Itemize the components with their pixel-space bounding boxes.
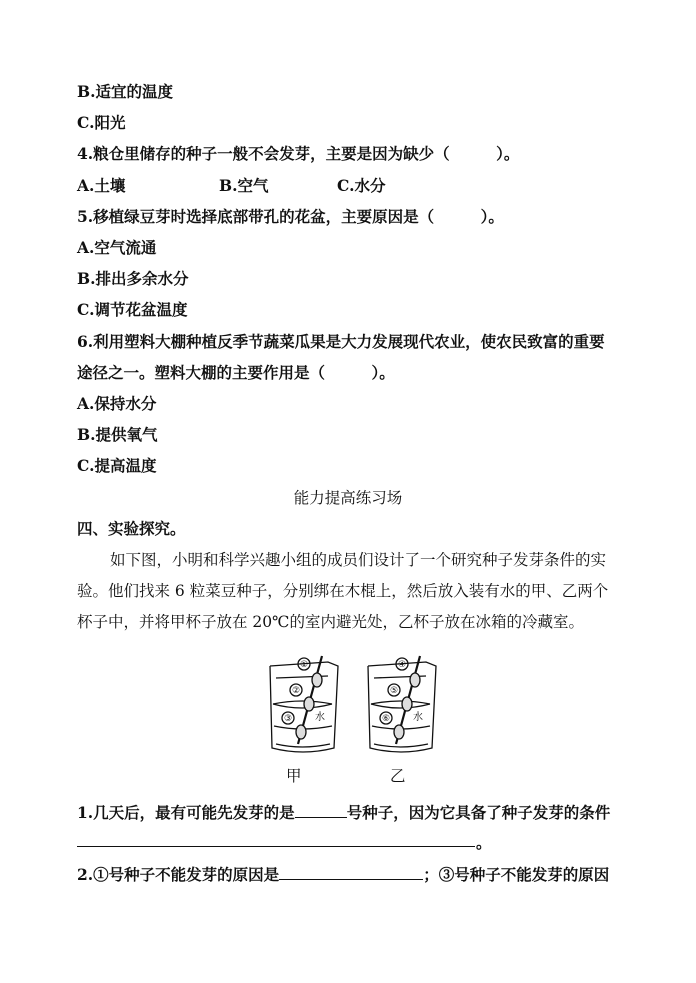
question-2-text: 2.①号种子不能发芽的原因是: [77, 865, 280, 884]
question-1: [77, 802, 610, 823]
seed-label: ⑤: [389, 686, 399, 696]
answer-blank[interactable]: [279, 864, 423, 880]
seed-label: ①: [299, 660, 309, 670]
option-line: C.调节花盆温度: [77, 300, 188, 319]
question-5-stem: 5.移植绿豆芽时选择底部带孔的花盆，主要原因是（ ）。: [77, 207, 504, 226]
seed-label: ④: [397, 660, 407, 670]
seed-label: ②: [291, 686, 301, 696]
intro-line: 验。他们找来 6 粒菜豆种子，分别绑在木棍上，然后放入装有水的甲、乙两个: [77, 582, 609, 600]
part-heading: 四、实验探究。: [77, 519, 186, 538]
seed-label: ⑥: [381, 714, 391, 724]
question-1-text: 1.几天后，最有可能先发芽的是: [77, 803, 295, 822]
water-label: 水: [413, 712, 423, 723]
cup-a: [270, 656, 338, 752]
section-title: 能力提高练习场: [293, 489, 403, 507]
answer-blank[interactable]: [295, 802, 347, 818]
option-line: C.提高温度: [77, 456, 157, 475]
intro-line: 杯子中，并将甲杯子放在 20℃的室内避光处，乙杯子放在冰箱的冷藏室。: [77, 613, 584, 631]
option-line: B.提供氧气: [77, 425, 158, 444]
experiment-figure: [258, 652, 448, 762]
option-a: A.土壤: [77, 176, 126, 195]
option-line: B.排出多余水分: [77, 269, 189, 288]
question-4-options: [77, 176, 385, 196]
option-c: C.水分: [337, 176, 386, 195]
question-2: [77, 864, 609, 885]
option-line: A.保持水分: [77, 394, 157, 413]
option-b: B.空气: [219, 176, 269, 195]
question-6-stem-line1: 6.利用塑料大棚种植反季节蔬菜瓜果是大力发展现代农业，使农民致富的重要: [77, 332, 605, 351]
question-6-stem-line2: 途径之一。塑料大棚的主要作用是（ ）。: [77, 363, 395, 382]
question-1-text: 号种子，因为它具备了种子发芽的条件: [346, 803, 611, 822]
water-label: 水: [315, 712, 325, 723]
question-2-text: ；③号种子不能发芽的原因: [423, 865, 610, 884]
option-line: A.空气流通: [77, 238, 157, 257]
caption-cup-a: 甲: [286, 767, 302, 785]
seed-label: ③: [283, 714, 293, 724]
option-line: C.阳光: [77, 113, 126, 132]
cup-b: [368, 656, 436, 752]
question-4-stem: 4.粮仓里储存的种子一般不会发芽，主要是因为缺少（ ）。: [77, 144, 520, 163]
option-line: B.适宜的温度: [77, 82, 173, 101]
answer-blank-full[interactable]: [77, 846, 475, 847]
intro-line: 如下图，小明和科学兴趣小组的成员们设计了一个研究种子发芽条件的实: [110, 551, 607, 569]
caption-cup-b: 乙: [390, 767, 406, 785]
question-1-end: 。: [476, 833, 492, 852]
